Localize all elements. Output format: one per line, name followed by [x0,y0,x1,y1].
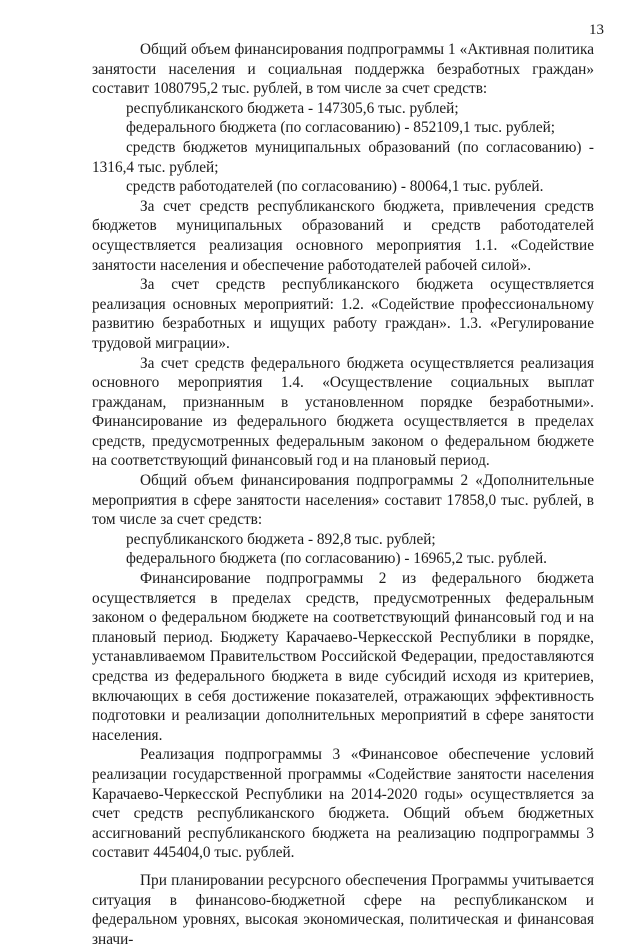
paragraph-subprogram-2-total: Общий объем финансирования подпрограммы 2 «Дополнительные мероприятия в сфере занятости населения» составит 17858,0 тыс. рублей, в том числе за счет средств: [92,472,594,529]
paragraph-resource-planning: При планировании ресурсного обеспечения Программы учитывается ситуация в финансово-бюджетной сфере на республиканском и федеральном уровнях, высокая экономическая, политическая и финансовая значи- [92,871,594,948]
document-body [92,40,594,949]
list-item-federal-budget: федерального бюджета (по согласованию) - 852109,1 тыс. рублей; [126,119,556,137]
list-item-republican-budget: республиканского бюджета - 147305,6 тыс. рублей; [126,99,459,117]
list-item-employers-funds: средств работодателей (по согласованию) - 80064,1 тыс. рублей. [126,178,544,196]
paragraph-measure-1-1: За счет средств республиканского бюджета, привлечения средств бюджетов муниципальных образований и средств работодателей осуществляется реализация основного мероприятия 1.1. «Содействие занятости населения и обеспечение работодателей рабочей силой». [92,197,594,274]
list-item-federal-budget-2: федерального бюджета (по согласованию) - 16965,2 тыс. рублей. [126,550,547,568]
paragraph-subprogram-1-total: Общий объем финансирования подпрограммы 1 «Активная политика занятости населения и социальная поддержка безработных граждан» составит 1080795,2 тыс. рублей, в том числе за счет средств: [92,41,594,98]
paragraph-measure-1-4: За счет средств федерального бюджета осуществляется реализация основного мероприятия 1.4. «Осуществление социальных выплат гражданам, признанным в установленном порядке безработными». Финансирование из федерального бюджета осуществляется в пределах средств, предусмотренных федеральным законом о федеральном бюджете на соответствующий финансовый год и на плановый период. [92,354,594,470]
paragraph-subprogram-2-financing: Финансирование подпрограммы 2 из федерального бюджета осуществляется в пределах средств, предусмотренных федеральным законом о федеральном бюджете на соответствующий финансовый год и на плановый период. Бюджету Карачаево-Черкесской Республики в порядке, устанавливаемом Правительством Российской Федерации, предоставляются средства из федерального бюджета в виде субсидий исходя из критериев, включающих в себя достижение показателей, отражающих эффективность подготовки и реализации дополнительных мероприятий в сфере занятости населения. [92,570,594,744]
page-number: 13 [589,22,604,38]
list-item-republican-budget-2: республиканского бюджета - 892,8 тыс. рублей; [126,530,436,548]
paragraph-measures-1-2-1-3: За счет средств республиканского бюджета осуществляется реализация основных мероприятий: 1.2. «Содействие профессиональному развитию безработных и ищущих работу граждан». 1.3. «Регулирование трудовой миграции». [92,276,594,352]
paragraph-subprogram-3: Реализация подпрограммы 3 «Финансовое обеспечение условий реализации государственной программы «Содействие занятости населения Карачаево-Черкесской Республики на 2014-2020 годы» осуществляется за счет средств республиканского бюджета. Общий объем бюджетных ассигнований республиканского бюджета на реализацию подпрограммы 3 составит 445404,0 тыс. рублей. [92,746,594,862]
list-item-municipal-budgets: средств бюджетов муниципальных образований (по согласованию) - 1316,4 тыс. рублей; [92,138,594,176]
